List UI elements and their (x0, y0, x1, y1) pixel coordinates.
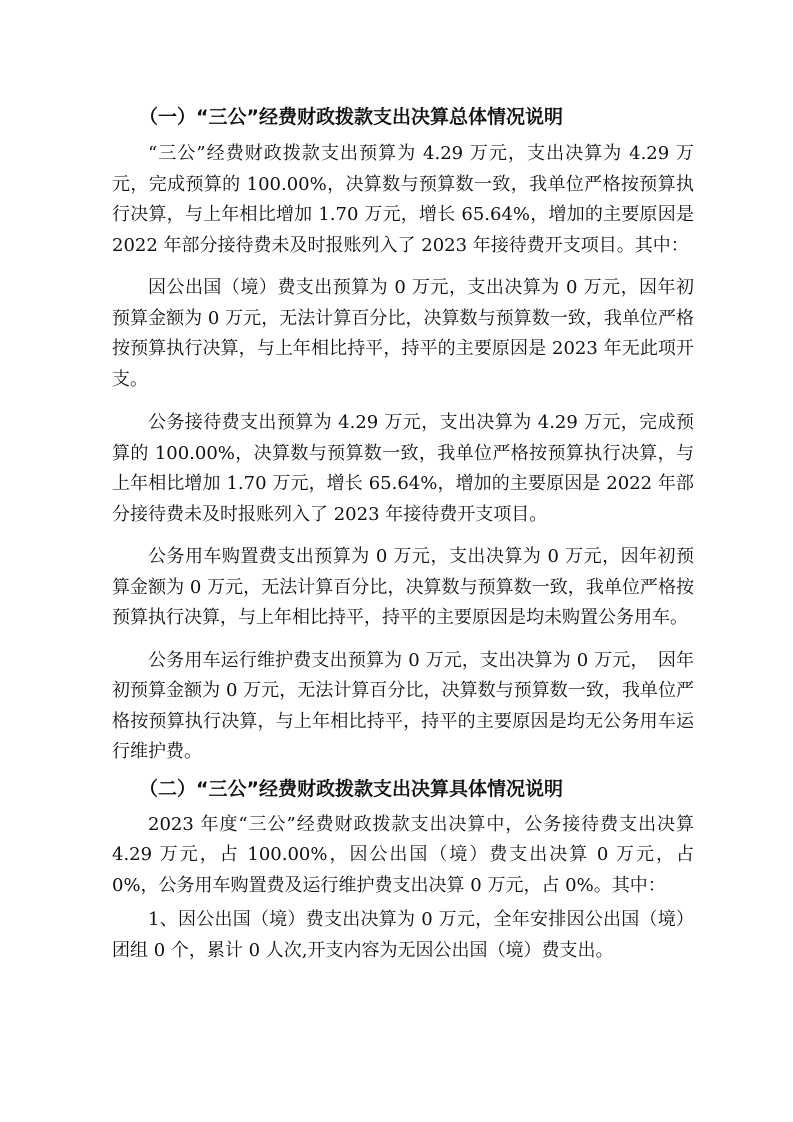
paragraph-detail-summary: 2023 年度“三公”经费财政拨款支出决算中，公务接待费支出决算 4.29 万元，占 100.00%，因公出国（境）费支出决算 0 万元，占 0%，公务用车购置费及运行维护费支出决算 0 万元，占 0%。其中： (112, 813, 694, 896)
paragraph-vehicle-purchase: 公务用车购置费支出预算为 0 万元，支出决算为 0 万元，因年初预算金额为 0 万元，无法计算百分比，决算数与预算数一致，我单位严格按预算执行决算，与上年相比持平，持平的主要原因是均未购置公务用车。 (112, 546, 694, 628)
section-heading-overall: （一）“三公”经费财政拨款支出决算总体情况说明 (139, 106, 563, 128)
paragraph-detail-overseas: 1、因公出国（境）费支出决算为 0 万元，全年安排因公出国（境）团组 0 个，累计 0 人次,开支内容为无因公出国（境）费支出。 (112, 909, 694, 961)
paragraph-overseas-travel: 因公出国（境）费支出预算为 0 万元，支出决算为 0 万元，因年初预算金额为 0 万元，无法计算百分比，决算数与预算数一致，我单位严格按预算执行决算，与上年相比持平，持平的主要原因是 2023 年无此项开支。 (112, 277, 694, 390)
paragraph-official-reception: 公务接待费支出预算为 4.29 万元，支出决算为 4.29 万元，完成预算的 100.00%，决算数与预算数一致，我单位严格按预算执行决算，与上年相比增加 1.70 万元，增长 65.64%，增加的主要原因是 2022 年部分接待费未及时报账列入了 2023 年接待费开支项目。 (112, 412, 694, 525)
paragraph-vehicle-operation: 公务用车运行维护费支出预算为 0 万元，支出决算为 0 万元， 因年初预算金额为 0 万元，无法计算百分比，决算数与预算数一致，我单位严格按预算执行决算，与上年相比持平，持平的主要原因是均无公务用车运行维护费。 (112, 649, 694, 762)
paragraph-overall-summary: “三公”经费财政拨款支出预算为 4.29 万元，支出决算为 4.29 万元，完成预算的 100.00%，决算数与预算数一致，我单位严格按预算执行决算，与上年相比增加 1.70 万元，增长 65.64%，增加的主要原因是 2022 年部分接待费未及时报账列入了 2023 年接待费开支项目。其中： (112, 143, 694, 256)
document-body (112, 102, 694, 966)
section-heading-detail: （二）“三公”经费财政拨款支出决算具体情况说明 (139, 777, 563, 800)
